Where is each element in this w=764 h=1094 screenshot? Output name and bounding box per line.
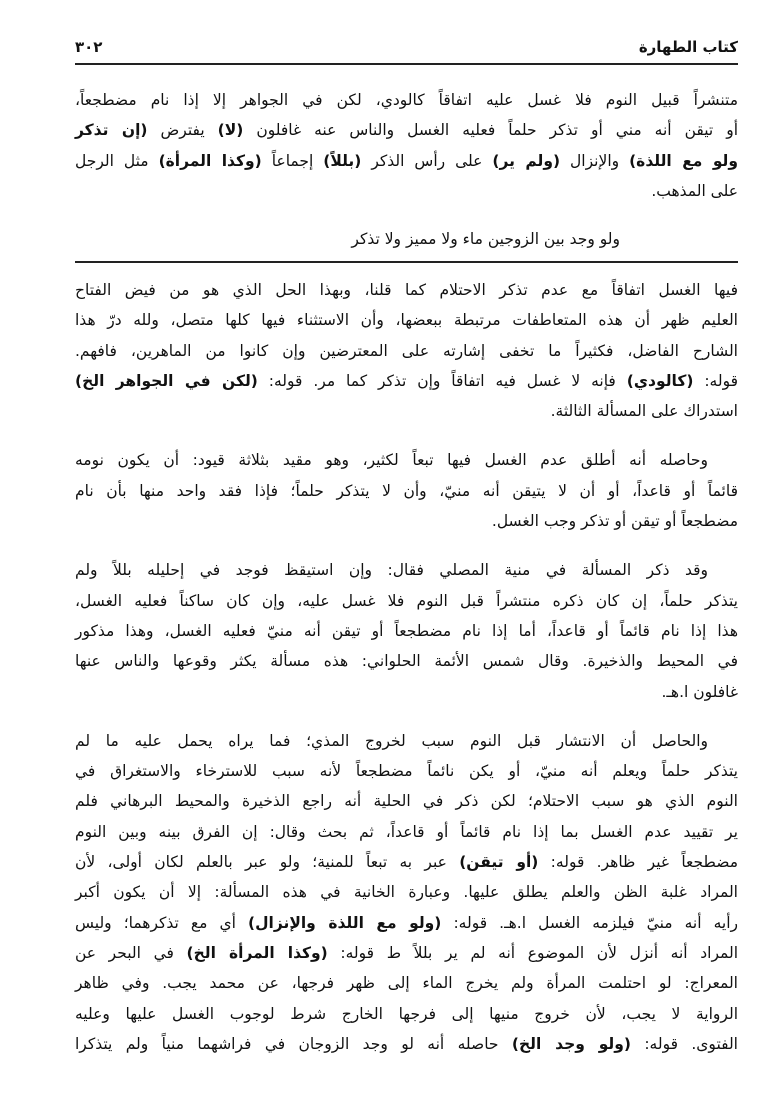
text-line — [75, 726, 738, 756]
text-segment: المعراج: لو احتلمت المرأة ولم يخرج الماء إلى ظهر فرجها، عن محمد يجب. وفي ظاهر — [75, 974, 738, 993]
text-segment: في البحر عن — [75, 943, 187, 962]
text-segment: الفتوى. قوله: — [630, 1034, 738, 1053]
text-segment: فإنه لا غسل فيه اتفاقاً وإن تذكر كما مر. قوله: — [257, 371, 627, 390]
text-segment: قوله: — [693, 371, 738, 390]
commentary-paragraph — [75, 445, 738, 536]
text-segment: يفترض — [147, 121, 218, 140]
commentary-paragraph — [75, 275, 738, 426]
quoted-matn-text: (إن تذكر — [75, 121, 148, 140]
page-number: ٣٠٢ — [75, 38, 103, 56]
book-title: كتاب الطهارة — [638, 38, 738, 56]
main-text-next-line: ولو وجد بين الزوجين ماء ولا مميز ولا تذكر — [351, 230, 620, 249]
text-line — [75, 85, 738, 115]
text-segment: أو تيقن أنه مني أو تذكر حلماً فعليه الغسل والناس عنه غافلون — [243, 121, 739, 140]
quoted-matn-text: (ولم ير) — [492, 151, 561, 170]
text-line — [75, 555, 738, 585]
text-segment: العليم ظهر أن هذه المتعاطفات مرتبطة ببعضها، وأن الاستثناء فيها كلها متصل، ولله درّ هذا — [75, 311, 738, 330]
text-line — [75, 586, 738, 616]
commentary-paragraph — [75, 726, 738, 1059]
page-header — [75, 34, 738, 60]
text-line — [75, 968, 738, 998]
text-line — [75, 677, 738, 707]
text-line — [75, 786, 738, 816]
text-segment: المراد أنه أنزل لأن الموضوع أنه لم ير بللاً ط قوله: — [327, 943, 738, 962]
text-segment: قائماً أو قاعداً، أو أن لا يتيقن أنه منيّ، وأن لا يتذكر حلماً؛ فإذا فقد واحد منها بأن نام — [75, 481, 738, 500]
text-line — [75, 938, 738, 968]
text-segment: هذا إذا نام قائماً أو قاعداً، أما إذا نام مضطجعاً أو تيقن أنه منيّ فعليه الغسل، وهذا مذكور — [75, 621, 738, 640]
quoted-matn-text: (كالودي) — [626, 371, 694, 390]
text-segment: عبر به تبعاً للمنية؛ ولو عبر بالعلم لكان أولى، لأن — [75, 853, 460, 872]
text-segment: والحاصل أن الانتشار قبل النوم سبب لخروج المذي؛ فما يراه يحمل عليه ما لم — [75, 731, 708, 750]
text-segment: الشارح الفاضل، فكثيراً ما تخفى إشارته على المعترضين وإن كانوا من الماهرين، فافهم. — [75, 341, 738, 360]
commentary — [75, 275, 738, 1078]
text-segment: إجماعاً — [261, 151, 324, 170]
text-line — [75, 877, 738, 907]
text-segment: متنشراً قبيل النوم فلا غسل عليه اتفاقاً كالودي، لكن في الجواهر إلا إذا نام مضطجعاً، — [75, 91, 738, 109]
text-line — [75, 146, 738, 176]
footnote-rule — [75, 261, 738, 263]
text-line — [75, 1029, 738, 1059]
text-segment: وحاصله أنه أطلق عدم الغسل فيها تبعاً لكثير، وهو مقيد بثلاثة قيود: أن يكون نومه — [75, 451, 708, 470]
quoted-matn-text: (لا) — [217, 121, 244, 140]
quoted-matn-text: ولو مع اللذة) — [629, 151, 738, 170]
text-line — [75, 999, 738, 1029]
text-line — [75, 476, 738, 506]
quoted-matn-text: (لكن في الجواهر الخ) — [75, 371, 258, 390]
text-segment: يتذكر حلماً، إن كان ذكره منتشراً قبل النوم فلا غسل عليه، وإن كان ساكناً فعليه الغسل، — [75, 591, 738, 610]
commentary-paragraph — [75, 555, 738, 706]
text-line — [75, 847, 738, 877]
text-segment: على المذهب. — [651, 181, 738, 200]
text-line — [75, 817, 738, 847]
text-segment: مثل الرجل — [75, 151, 159, 170]
text-line — [75, 445, 738, 475]
text-segment: ير تقييد عدم الغسل بما إذا نام قائماً أو قاعداً، ثم بحث وقال: إن الفرق بينه وبين النوم — [75, 822, 738, 841]
text-segment: المراد غلبة الظن والعلم يطلق عليها. وعبارة الخانية في هذه المسألة: إلا أن يكون أكبر — [75, 883, 738, 902]
text-line — [75, 275, 738, 305]
text-segment: النوم الذي هو سبب الاحتلام؛ لكن ذكر في الحلية أنه راجع الذخيرة والمحيط البرهاني فلم — [75, 792, 738, 811]
text-segment: مضطجعاً أو تيقن أو تذكر وجب الغسل. — [491, 512, 738, 531]
text-segment: حاصله أنه لو وجد الزوجان في فراشهما منياً ولم يتذكرا — [75, 1034, 512, 1053]
text-segment: غافلون ا.هـ. — [661, 682, 738, 701]
text-segment: وقد ذكر المسألة في منية المصلي فقال: وإن استيقظ فوجد في إحليله بللاً ولم — [75, 561, 708, 580]
text-line — [75, 396, 738, 426]
text-line — [75, 366, 738, 396]
text-segment: أي مع تذكرهما؛ وليس — [75, 913, 249, 932]
header-rule — [75, 63, 738, 65]
text-line — [75, 616, 738, 646]
text-segment: والإنزال — [560, 151, 630, 170]
text-line — [75, 305, 738, 335]
quoted-matn-text: (وكذا المرأة الخ) — [186, 943, 328, 962]
quoted-matn-text: (ولو وجد الخ) — [511, 1034, 631, 1053]
text-line — [75, 908, 738, 938]
main-text-paragraph — [75, 85, 738, 206]
main-text — [75, 85, 738, 254]
text-line — [75, 176, 738, 206]
text-segment: رأيه أنه منيّ فيلزمه الغسل ا.هـ. قوله: — [441, 913, 738, 932]
text-segment: مضطجعاً غير ظاهر. قوله: — [538, 853, 738, 872]
quoted-matn-text: (بللاً) — [323, 151, 362, 170]
text-segment: يتذكر حلماً ويعلم أنه منيّ، أو يكن نائماً مضطجعاً لأنه سبب للاسترخاء والاستغراق في — [75, 762, 738, 781]
text-line — [75, 506, 738, 536]
text-segment: فيها الغسل اتفاقاً مع عدم تذكر الاحتلام كما قلنا، وبهذا الحل الذي هو من فيض الفتاح — [75, 281, 738, 299]
quoted-matn-text: (أو تيقن) — [459, 853, 539, 872]
text-line — [75, 756, 738, 786]
quoted-matn-text: (وكذا المرأة) — [158, 151, 262, 170]
text-line — [75, 646, 738, 676]
text-segment: الرواية لا يجب، لأن خروج منيها إلى فرجها الخارج شرط لوجوب الغسل عليها وعليه — [75, 1004, 738, 1023]
text-segment: في المحيط والذخيرة. وقال شمس الأئمة الحلواني: هذه مسألة يكثر وقوعها والناس عنها — [75, 652, 738, 671]
text-segment: على رأس الذكر — [361, 151, 493, 170]
text-line — [75, 115, 738, 145]
text-line — [75, 336, 738, 366]
text-segment: استدراك على المسألة الثالثة. — [550, 402, 738, 421]
quoted-matn-text: (ولو مع اللذة والإنزال) — [248, 913, 442, 932]
